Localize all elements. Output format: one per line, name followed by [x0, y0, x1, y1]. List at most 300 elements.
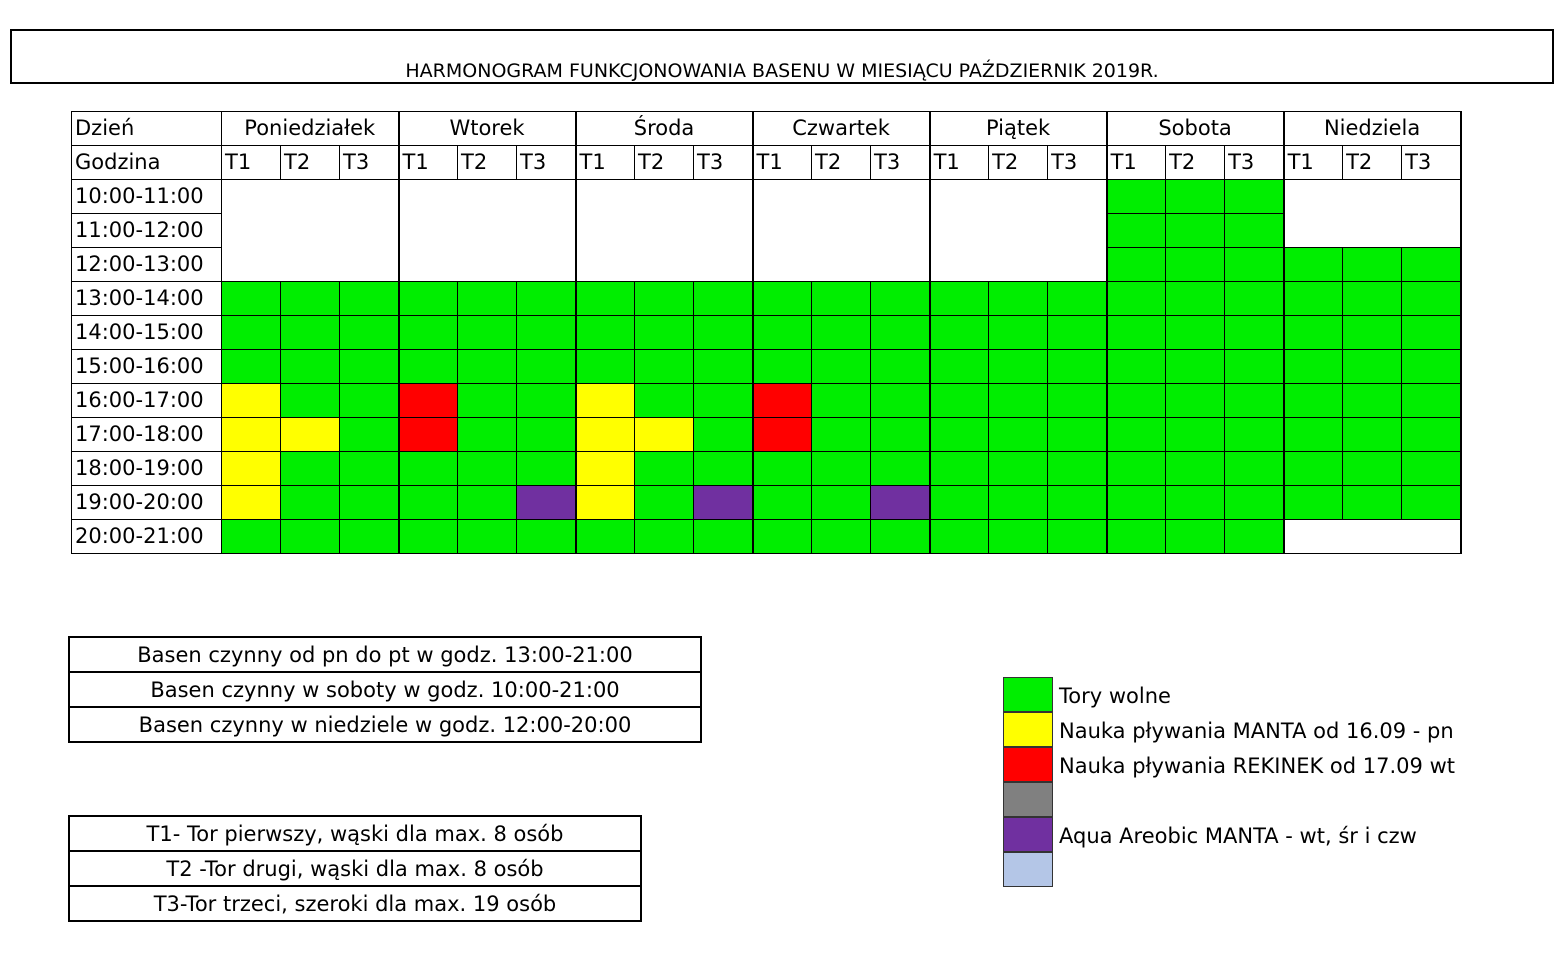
time-row	[72, 248, 1461, 282]
slot-cell	[1402, 384, 1461, 418]
slot-cell	[1166, 214, 1225, 248]
slot-cell	[989, 180, 1048, 214]
slot-cell	[1402, 350, 1461, 384]
slot-cell	[1048, 418, 1107, 452]
time-label: 16:00-17:00	[72, 384, 222, 418]
slot-cell	[1284, 180, 1343, 214]
slot-cell	[1343, 418, 1402, 452]
slot-cell	[1048, 486, 1107, 520]
schedule-table	[71, 111, 1462, 554]
lane-info-t3: T3-Tor trzeci, szeroki dla max. 19 osób	[69, 886, 641, 921]
slot-cell	[340, 248, 399, 282]
slot-cell	[694, 350, 753, 384]
slot-cell	[222, 180, 281, 214]
time-row	[72, 452, 1461, 486]
time-row	[72, 214, 1461, 248]
time-row	[72, 418, 1461, 452]
slot-cell	[1107, 452, 1166, 486]
slot-cell	[930, 214, 989, 248]
slot-cell	[1107, 282, 1166, 316]
slot-cell	[694, 316, 753, 350]
lane-header: T1	[399, 146, 458, 180]
slot-cell	[517, 486, 576, 520]
legend-label-rekinek: Nauka pływania REKINEK od 17.09 wt	[1059, 754, 1455, 778]
slot-cell	[694, 214, 753, 248]
slot-cell	[930, 520, 989, 554]
slot-cell	[1284, 418, 1343, 452]
opening-hours-table	[68, 636, 702, 743]
slot-cell	[340, 520, 399, 554]
slot-cell	[517, 214, 576, 248]
slot-cell	[399, 350, 458, 384]
slot-cell	[694, 418, 753, 452]
slot-cell	[1225, 486, 1284, 520]
lane-header: T3	[871, 146, 930, 180]
slot-cell	[812, 248, 871, 282]
slot-cell	[812, 180, 871, 214]
slot-cell	[1402, 248, 1461, 282]
lane-header: T3	[1048, 146, 1107, 180]
hour-header: Godzina	[72, 146, 222, 180]
slot-cell	[930, 452, 989, 486]
slot-cell	[812, 418, 871, 452]
slot-cell	[458, 418, 517, 452]
slot-cell	[1343, 214, 1402, 248]
lane-header: T2	[1166, 146, 1225, 180]
slot-cell	[871, 384, 930, 418]
slot-cell	[989, 248, 1048, 282]
slot-cell	[635, 214, 694, 248]
slot-cell	[281, 418, 340, 452]
slot-cell	[1402, 214, 1461, 248]
time-row	[72, 486, 1461, 520]
slot-cell	[399, 180, 458, 214]
slot-cell	[1166, 520, 1225, 554]
slot-cell	[517, 350, 576, 384]
slot-cell	[694, 180, 753, 214]
slot-cell	[753, 248, 812, 282]
slot-cell	[222, 452, 281, 486]
slot-cell	[281, 350, 340, 384]
slot-cell	[694, 486, 753, 520]
slot-cell	[989, 282, 1048, 316]
page-title: HARMONOGRAM FUNKCJONOWANIA BASENU W MIESIĄCU PAŹDZIERNIK 2019R.	[405, 60, 1159, 82]
slot-cell	[871, 316, 930, 350]
slot-cell	[340, 418, 399, 452]
slot-cell	[635, 180, 694, 214]
slot-cell	[1166, 316, 1225, 350]
slot-cell	[871, 350, 930, 384]
time-row	[72, 520, 1461, 554]
lane-header: T3	[340, 146, 399, 180]
slot-cell	[1225, 350, 1284, 384]
day-header: Dzień	[72, 112, 222, 146]
slot-cell	[222, 520, 281, 554]
slot-cell	[635, 418, 694, 452]
slot-cell	[1225, 452, 1284, 486]
slot-cell	[1343, 248, 1402, 282]
legend-swatch-lightblue	[1003, 852, 1053, 887]
slot-cell	[753, 520, 812, 554]
slot-cell	[340, 384, 399, 418]
slot-cell	[1284, 452, 1343, 486]
slot-cell	[576, 316, 635, 350]
slot-cell	[1048, 214, 1107, 248]
slot-cell	[399, 486, 458, 520]
slot-cell	[635, 452, 694, 486]
slot-cell	[1048, 452, 1107, 486]
day-2: Środa	[576, 112, 753, 146]
slot-cell	[576, 248, 635, 282]
slot-cell	[753, 486, 812, 520]
slot-cell	[930, 282, 989, 316]
slot-cell	[1048, 384, 1107, 418]
slot-cell	[1284, 520, 1343, 554]
slot-cell	[930, 486, 989, 520]
time-label: 10:00-11:00	[72, 180, 222, 214]
slot-cell	[930, 350, 989, 384]
opening-hours-weekdays: Basen czynny od pn do pt w godz. 13:00-21:00	[69, 637, 701, 672]
slot-cell	[694, 282, 753, 316]
slot-cell	[753, 350, 812, 384]
lane-header: T1	[930, 146, 989, 180]
lane-header: T3	[694, 146, 753, 180]
slot-cell	[989, 452, 1048, 486]
slot-cell	[517, 248, 576, 282]
slot-cell	[281, 384, 340, 418]
slot-cell	[1048, 180, 1107, 214]
slot-cell	[281, 520, 340, 554]
legend-swatch-aqua	[1003, 817, 1053, 852]
slot-cell	[989, 520, 1048, 554]
slot-cell	[340, 316, 399, 350]
slot-cell	[340, 452, 399, 486]
slot-cell	[1166, 452, 1225, 486]
slot-cell	[1284, 282, 1343, 316]
slot-cell	[1343, 520, 1402, 554]
slot-cell	[1225, 384, 1284, 418]
slot-cell	[399, 452, 458, 486]
slot-cell	[812, 384, 871, 418]
day-5: Sobota	[1107, 112, 1284, 146]
lane-header: T2	[812, 146, 871, 180]
slot-cell	[576, 180, 635, 214]
slot-cell	[340, 214, 399, 248]
slot-cell	[871, 452, 930, 486]
slot-cell	[576, 486, 635, 520]
slot-cell	[871, 248, 930, 282]
slot-cell	[1343, 180, 1402, 214]
lane-header: T2	[1343, 146, 1402, 180]
slot-cell	[222, 214, 281, 248]
slot-cell	[753, 418, 812, 452]
slot-cell	[1343, 350, 1402, 384]
slot-cell	[576, 418, 635, 452]
slot-cell	[1343, 384, 1402, 418]
slot-cell	[458, 520, 517, 554]
time-row	[72, 350, 1461, 384]
slot-cell	[871, 418, 930, 452]
lane-info-table	[68, 815, 642, 922]
slot-cell	[399, 248, 458, 282]
slot-cell	[222, 248, 281, 282]
slot-cell	[635, 486, 694, 520]
slot-cell	[635, 248, 694, 282]
slot-cell	[1048, 316, 1107, 350]
slot-cell	[989, 384, 1048, 418]
slot-cell	[989, 486, 1048, 520]
slot-cell	[517, 384, 576, 418]
time-row	[72, 316, 1461, 350]
slot-cell	[222, 384, 281, 418]
slot-cell	[281, 282, 340, 316]
slot-cell	[753, 180, 812, 214]
lane-header: T2	[989, 146, 1048, 180]
legend-swatch-rekinek	[1003, 747, 1053, 782]
slot-cell	[1225, 316, 1284, 350]
slot-cell	[1107, 384, 1166, 418]
slot-cell	[1343, 486, 1402, 520]
slot-cell	[1284, 248, 1343, 282]
slot-cell	[399, 384, 458, 418]
lane-header: T3	[1402, 146, 1461, 180]
slot-cell	[1107, 248, 1166, 282]
slot-cell	[989, 316, 1048, 350]
slot-cell	[458, 452, 517, 486]
slot-cell	[1166, 418, 1225, 452]
slot-cell	[753, 282, 812, 316]
slot-cell	[1402, 452, 1461, 486]
slot-cell	[1048, 248, 1107, 282]
slot-cell	[517, 316, 576, 350]
slot-cell	[989, 350, 1048, 384]
slot-cell	[1402, 520, 1461, 554]
opening-hours-sunday: Basen czynny w niedziele w godz. 12:00-20:00	[69, 707, 701, 742]
slot-cell	[930, 316, 989, 350]
slot-cell	[1048, 350, 1107, 384]
slot-cell	[340, 282, 399, 316]
slot-cell	[753, 452, 812, 486]
slot-cell	[458, 214, 517, 248]
slot-cell	[1402, 282, 1461, 316]
slot-cell	[1107, 316, 1166, 350]
lane-header: T2	[458, 146, 517, 180]
slot-cell	[1166, 180, 1225, 214]
slot-cell	[517, 282, 576, 316]
slot-cell	[458, 384, 517, 418]
slot-cell	[399, 214, 458, 248]
slot-cell	[1225, 180, 1284, 214]
slot-cell	[281, 452, 340, 486]
slot-cell	[989, 214, 1048, 248]
time-label: 14:00-15:00	[72, 316, 222, 350]
slot-cell	[281, 214, 340, 248]
lane-header: T1	[753, 146, 812, 180]
slot-cell	[930, 248, 989, 282]
slot-cell	[812, 316, 871, 350]
slot-cell	[871, 180, 930, 214]
lane-header: T2	[281, 146, 340, 180]
slot-cell	[871, 520, 930, 554]
slot-cell	[1225, 418, 1284, 452]
slot-cell	[753, 384, 812, 418]
slot-cell	[458, 486, 517, 520]
lane-header: T2	[635, 146, 694, 180]
slot-cell	[694, 452, 753, 486]
slot-cell	[812, 452, 871, 486]
legend-label-free: Tory wolne	[1059, 684, 1171, 708]
slot-cell	[1107, 418, 1166, 452]
slot-cell	[1166, 486, 1225, 520]
slot-cell	[1284, 384, 1343, 418]
lane-info-t2: T2 -Tor drugi, wąski dla max. 8 osób	[69, 851, 641, 886]
slot-cell	[1107, 520, 1166, 554]
slot-cell	[871, 282, 930, 316]
slot-cell	[1284, 350, 1343, 384]
slot-cell	[458, 316, 517, 350]
slot-cell	[1284, 486, 1343, 520]
lane-info-t1: T1- Tor pierwszy, wąski dla max. 8 osób	[69, 816, 641, 851]
slot-cell	[517, 520, 576, 554]
time-row	[72, 180, 1461, 214]
slot-cell	[1225, 248, 1284, 282]
slot-cell	[1225, 214, 1284, 248]
slot-cell	[458, 350, 517, 384]
opening-hours-saturday: Basen czynny w soboty w godz. 10:00-21:00	[69, 672, 701, 707]
day-0: Poniedziałek	[222, 112, 399, 146]
slot-cell	[1402, 418, 1461, 452]
slot-cell	[281, 316, 340, 350]
slot-cell	[281, 248, 340, 282]
slot-cell	[989, 418, 1048, 452]
slot-cell	[1343, 282, 1402, 316]
slot-cell	[399, 520, 458, 554]
slot-cell	[930, 384, 989, 418]
slot-cell	[458, 248, 517, 282]
slot-cell	[1166, 350, 1225, 384]
time-label: 11:00-12:00	[72, 214, 222, 248]
slot-cell	[812, 520, 871, 554]
slot-cell	[930, 418, 989, 452]
slot-cell	[1107, 180, 1166, 214]
slot-cell	[1402, 316, 1461, 350]
slot-cell	[871, 214, 930, 248]
time-label: 17:00-18:00	[72, 418, 222, 452]
lane-header: T3	[517, 146, 576, 180]
slot-cell	[812, 282, 871, 316]
slot-cell	[753, 214, 812, 248]
slot-cell	[1048, 520, 1107, 554]
title-box	[10, 29, 1554, 84]
slot-cell	[517, 180, 576, 214]
slot-cell	[1107, 214, 1166, 248]
slot-cell	[812, 486, 871, 520]
slot-cell	[399, 316, 458, 350]
slot-cell	[399, 418, 458, 452]
slot-cell	[222, 350, 281, 384]
day-1: Wtorek	[399, 112, 576, 146]
legend-swatch-gray	[1003, 782, 1053, 817]
slot-cell	[635, 282, 694, 316]
slot-cell	[1284, 316, 1343, 350]
slot-cell	[1225, 282, 1284, 316]
lane-header: T3	[1225, 146, 1284, 180]
time-label: 15:00-16:00	[72, 350, 222, 384]
slot-cell	[1166, 282, 1225, 316]
legend-swatch-manta	[1003, 712, 1053, 747]
slot-cell	[1107, 486, 1166, 520]
legend-label-manta: Nauka pływania MANTA od 16.09 - pn	[1059, 719, 1454, 743]
lane-header: T1	[576, 146, 635, 180]
slot-cell	[458, 282, 517, 316]
slot-cell	[281, 180, 340, 214]
slot-cell	[1343, 316, 1402, 350]
time-label: 18:00-19:00	[72, 452, 222, 486]
time-label: 19:00-20:00	[72, 486, 222, 520]
slot-cell	[635, 316, 694, 350]
slot-cell	[576, 214, 635, 248]
day-6: Niedziela	[1284, 112, 1461, 146]
slot-cell	[694, 520, 753, 554]
slot-cell	[635, 350, 694, 384]
slot-cell	[871, 486, 930, 520]
slot-cell	[1107, 350, 1166, 384]
slot-cell	[576, 384, 635, 418]
slot-cell	[222, 316, 281, 350]
slot-cell	[1402, 486, 1461, 520]
slot-cell	[1166, 384, 1225, 418]
slot-cell	[753, 316, 812, 350]
slot-cell	[1166, 248, 1225, 282]
time-label: 20:00-21:00	[72, 520, 222, 554]
slot-cell	[1225, 520, 1284, 554]
slot-cell	[576, 282, 635, 316]
slot-cell	[635, 384, 694, 418]
slot-cell	[222, 486, 281, 520]
day-4: Piątek	[930, 112, 1107, 146]
slot-cell	[222, 282, 281, 316]
slot-cell	[812, 350, 871, 384]
slot-cell	[1048, 282, 1107, 316]
slot-cell	[576, 520, 635, 554]
lane-header: T1	[1284, 146, 1343, 180]
slot-cell	[694, 248, 753, 282]
slot-cell	[1284, 214, 1343, 248]
slot-cell	[281, 486, 340, 520]
slot-cell	[399, 282, 458, 316]
lane-header: T1	[1107, 146, 1166, 180]
slot-cell	[576, 350, 635, 384]
slot-cell	[635, 520, 694, 554]
slot-cell	[340, 180, 399, 214]
slot-cell	[1343, 452, 1402, 486]
slot-cell	[576, 452, 635, 486]
slot-cell	[222, 418, 281, 452]
time-row	[72, 384, 1461, 418]
day-3: Czwartek	[753, 112, 930, 146]
slot-cell	[340, 486, 399, 520]
time-row	[72, 282, 1461, 316]
slot-cell	[930, 180, 989, 214]
slot-cell	[458, 180, 517, 214]
slot-cell	[812, 214, 871, 248]
slot-cell	[340, 350, 399, 384]
slot-cell	[1402, 180, 1461, 214]
time-label: 12:00-13:00	[72, 248, 222, 282]
slot-cell	[694, 384, 753, 418]
slot-cell	[517, 418, 576, 452]
slot-cell	[517, 452, 576, 486]
